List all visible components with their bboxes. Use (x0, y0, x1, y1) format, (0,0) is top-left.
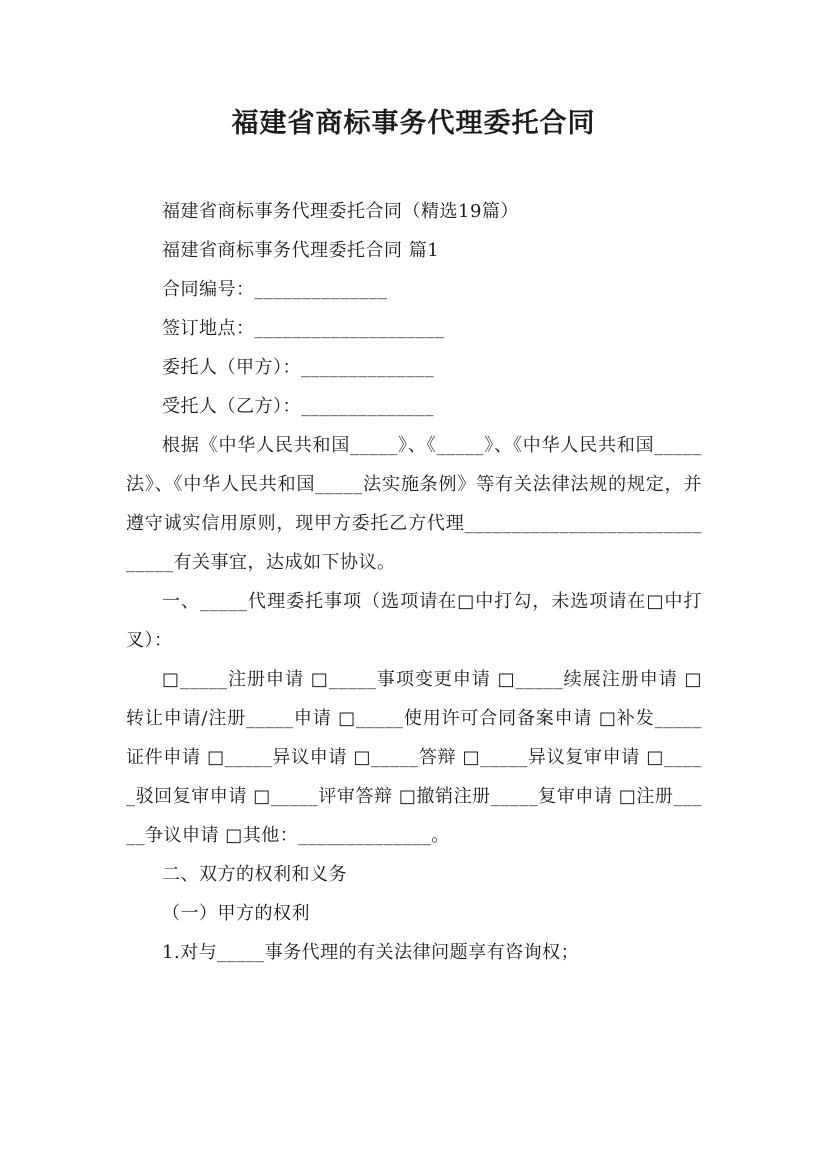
paragraph-section-1: 一、_____代理委托事项（选项请在□中打勾，未选项请在□中打叉）： (126, 591, 702, 651)
paragraph-part-title: 福建省商标事务代理委托合同 篇1 (162, 240, 440, 261)
document-body (126, 192, 702, 972)
paragraph-section-2: 二、双方的权利和义务 (162, 864, 347, 885)
paragraph-heading: 福建省商标事务代理委托合同（精选19篇） (162, 201, 519, 222)
paragraph-options: □_____注册申请 □_____事项变更申请 □_____续展注册申请 □转让申请/注册_____申请 □_____使用许可合同备案申请 □补发_____证件申请 □_____异议申请 □_____答辩 □_____异议复审申请 □_____驳回复审申请 □_____评审答辩 □撤销注册_____复审申请 □注册_____争议申请 □其他：______________。 (126, 669, 702, 846)
paragraph-preamble: 根据《中华人民共和国_____》、《_____》、《中华人民共和国_____法》、《中华人民共和国_____法实施条例》等有关法律法规的规定，并遵守诚实信用原则，现甲方委托乙方代理______________________________有关事宜，达成如下协议。 (126, 435, 702, 573)
paragraph-party-b: 受托人（乙方）：______________ (162, 396, 434, 417)
paragraph-signing-place: 签订地点：____________________ (162, 318, 445, 339)
paragraph-party-a: 委托人（甲方）：______________ (162, 357, 434, 378)
paragraph-item-1: 1.对与_____事务代理的有关法律问题享有咨询权； (162, 942, 580, 963)
paragraph-subsection-1: （一）甲方的权利 (162, 903, 310, 924)
paragraph-contract-number: 合同编号：______________ (162, 279, 388, 300)
document-title: 福建省商标事务代理委托合同 (231, 108, 596, 139)
